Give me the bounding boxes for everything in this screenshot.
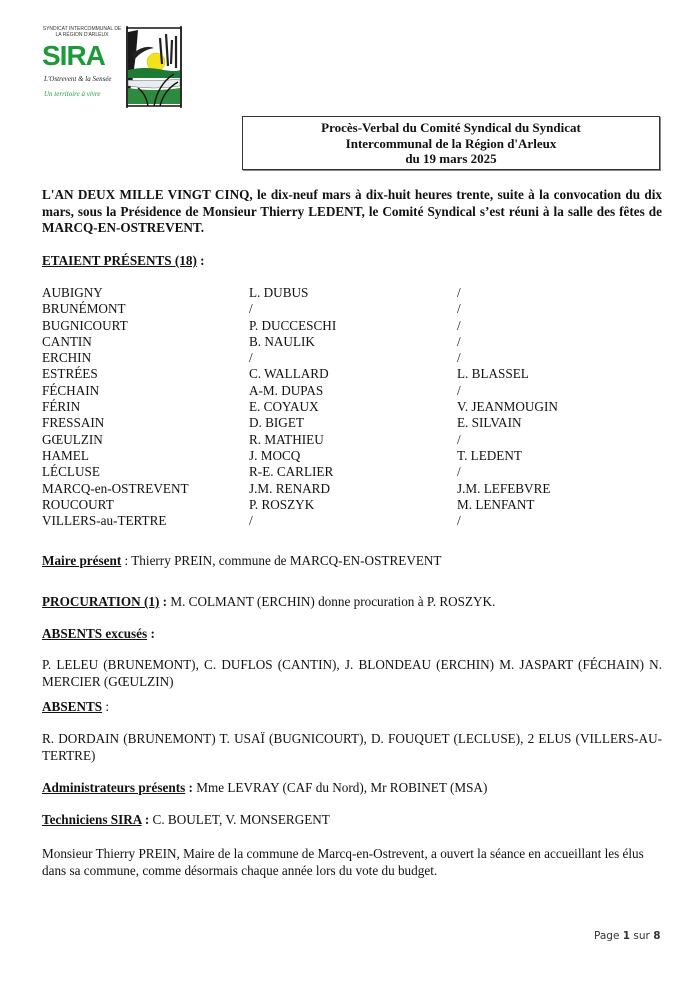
presents-row (42, 448, 657, 464)
commune-cell: MARCQ-en-OSTREVENT (42, 480, 189, 496)
title-line-3: du 19 mars 2025 (405, 151, 497, 166)
absents-list: R. DORDAIN (BRUNEMONT) T. USAÏ (BUGNICOURT), D. FOUQUET (LECLUSE), 2 ELUS (VILLERS-AU-TERTRE) (42, 731, 662, 763)
closing-paragraph: Monsieur Thierry PREIN, Maire de la commune de Marcq-en-Ostrevent, a ouvert la séance en accueillant les élus dans sa commune, comme désormais chaque année lors du vote du budget. (42, 846, 644, 878)
page-label: Page (594, 930, 620, 942)
delegue2-cell: J.M. LEFEBVRE (457, 480, 551, 496)
delegue2-cell: / (457, 464, 461, 480)
logo-acronym: SIRA (42, 40, 105, 71)
delegue2-cell: / (457, 513, 461, 529)
commune-cell: FÉCHAIN (42, 382, 100, 398)
absents-excuses-label: ABSENTS excusés (42, 626, 148, 641)
presents-row (42, 399, 657, 415)
logo-org-name: SYNDICAT INTERCOMMUNAL DE LA RÉGION D'ARLEUX (42, 26, 122, 38)
page-of-label: sur (633, 930, 650, 942)
commune-cell: VILLERS-au-TERTRE (42, 513, 167, 529)
procuration-text: M. COLMANT (ERCHIN) donne procuration à P. ROSZYK. (170, 594, 496, 609)
commune-cell: ESTRÉES (42, 366, 98, 382)
presents-row (42, 464, 657, 480)
delegue2-cell: / (457, 431, 461, 447)
procuration-sep: : (159, 594, 171, 609)
presents-heading-colon: : (196, 253, 205, 268)
commune-cell: CANTIN (42, 333, 92, 349)
absents-heading (42, 699, 109, 716)
presents-heading-label: ETAIENT PRÉSENTS (18) (42, 253, 197, 268)
commune-cell: ERCHIN (42, 350, 92, 366)
page-current: 1 (622, 930, 631, 942)
commune-cell: LÉCLUSE (42, 464, 100, 480)
presents-row (42, 481, 657, 497)
techniciens-text: C. BOULET, V. MONSERGENT (152, 812, 330, 827)
techniciens-sira (42, 812, 330, 829)
page-footer (594, 930, 661, 942)
delegue1-cell: / (249, 513, 253, 529)
maire-label: Maire présent (42, 553, 122, 568)
delegue1-cell: D. BIGET (249, 415, 304, 431)
delegue1-cell: J.M. RENARD (249, 480, 330, 496)
delegue1-cell: C. WALLARD (249, 366, 329, 382)
delegue1-cell: / (249, 301, 253, 317)
delegue1-cell: P. DUCCESCHI (249, 317, 337, 333)
logo-slogan: Un territoire à vivre (44, 90, 101, 98)
delegue2-cell: / (457, 317, 461, 333)
delegue2-cell: T. LEDENT (457, 447, 522, 463)
commune-cell: FÉRIN (42, 399, 81, 415)
techniciens-sep: : (141, 812, 153, 827)
presents-row (42, 350, 657, 366)
delegue2-cell: / (457, 382, 461, 398)
delegue1-cell: J. MOCQ (249, 447, 301, 463)
absents-excuses-list: P. LELEU (BRUNEMONT), C. DUFLOS (CANTIN), J. BLONDEAU (ERCHIN) M. JASPART (FÉCHAIN) N. MERCIER (GŒULZIN) (42, 657, 662, 689)
delegue2-cell: / (457, 301, 461, 317)
delegue1-cell: P. ROSZYK (249, 496, 315, 512)
title-line-1: Procès-Verbal du Comité Syndical du Syndicat (321, 120, 581, 135)
presents-row (42, 497, 657, 513)
document-title-box (242, 116, 660, 170)
presents-row (42, 318, 657, 334)
commune-cell: HAMEL (42, 447, 89, 463)
delegue1-cell: A-M. DUPAS (249, 382, 324, 398)
presents-row (42, 366, 657, 382)
presents-row (42, 415, 657, 431)
intro-paragraph: L'AN DEUX MILLE VINGT CINQ, le dix-neuf mars à dix-huit heures trente, suite à la convocation du dix mars, sous la Présidence de Monsieur Thierry LEDENT, le Comité Syndical s’est réuni à la salle des fêtes de MARCQ-EN-OSTREVENT. (42, 187, 662, 235)
commune-cell: ROUCOURT (42, 496, 114, 512)
logo-tagline: L'Ostrevent & la Sensée (44, 75, 112, 83)
absents-label: ABSENTS (42, 699, 103, 714)
maire-text: : Thierry PREIN, commune de MARCQ-EN-OSTREVENT (121, 553, 442, 568)
delegue1-cell: R-E. CARLIER (249, 464, 334, 480)
presents-row (42, 285, 657, 301)
presents-row (42, 301, 657, 317)
landscape-illustration-icon (124, 24, 184, 108)
techniciens-label: Techniciens SIRA (42, 812, 142, 827)
page-total: 8 (653, 930, 661, 942)
absents-sep: : (102, 699, 110, 714)
delegue1-cell: / (249, 350, 253, 366)
delegue2-cell: V. JEANMOUGIN (457, 399, 558, 415)
procuration (42, 594, 495, 611)
delegue2-cell: M. LENFANT (457, 496, 535, 512)
commune-cell: GŒULZIN (42, 431, 103, 447)
administrateurs-presents (42, 780, 487, 797)
delegue2-cell: / (457, 333, 461, 349)
delegue1-cell: B. NAULIK (249, 333, 315, 349)
administrateurs-sep: : (185, 780, 197, 795)
presents-heading (42, 253, 205, 270)
procuration-label: PROCURATION (1) (42, 594, 160, 609)
presents-table (42, 285, 657, 529)
presents-row (42, 432, 657, 448)
delegue1-cell: R. MATHIEU (249, 431, 324, 447)
administrateurs-label: Administrateurs présents (42, 780, 186, 795)
commune-cell: BRUNÉMONT (42, 301, 126, 317)
commune-cell: AUBIGNY (42, 285, 103, 300)
presents-row (42, 334, 657, 350)
title-line-2: Intercommunal de la Région d'Arleux (345, 135, 557, 151)
commune-cell: BUGNICOURT (42, 317, 128, 333)
delegue1-cell: L. DUBUS (249, 285, 309, 300)
delegue2-cell: L. BLASSEL (457, 366, 529, 382)
absents-excuses-heading (42, 626, 155, 643)
delegue1-cell: E. COYAUX (249, 399, 319, 415)
commune-cell: FRESSAIN (42, 415, 105, 431)
absents-excuses-sep: : (147, 626, 155, 641)
delegue2-cell: / (457, 350, 461, 366)
sira-logo (38, 20, 188, 112)
delegue2-cell: E. SILVAIN (457, 415, 522, 431)
delegue2-cell: / (457, 285, 461, 300)
presents-row (42, 513, 657, 529)
presents-row (42, 383, 657, 399)
maire-present (42, 553, 441, 570)
administrateurs-text: Mme LEVRAY (CAF du Nord), Mr ROBINET (MSA) (196, 780, 488, 795)
